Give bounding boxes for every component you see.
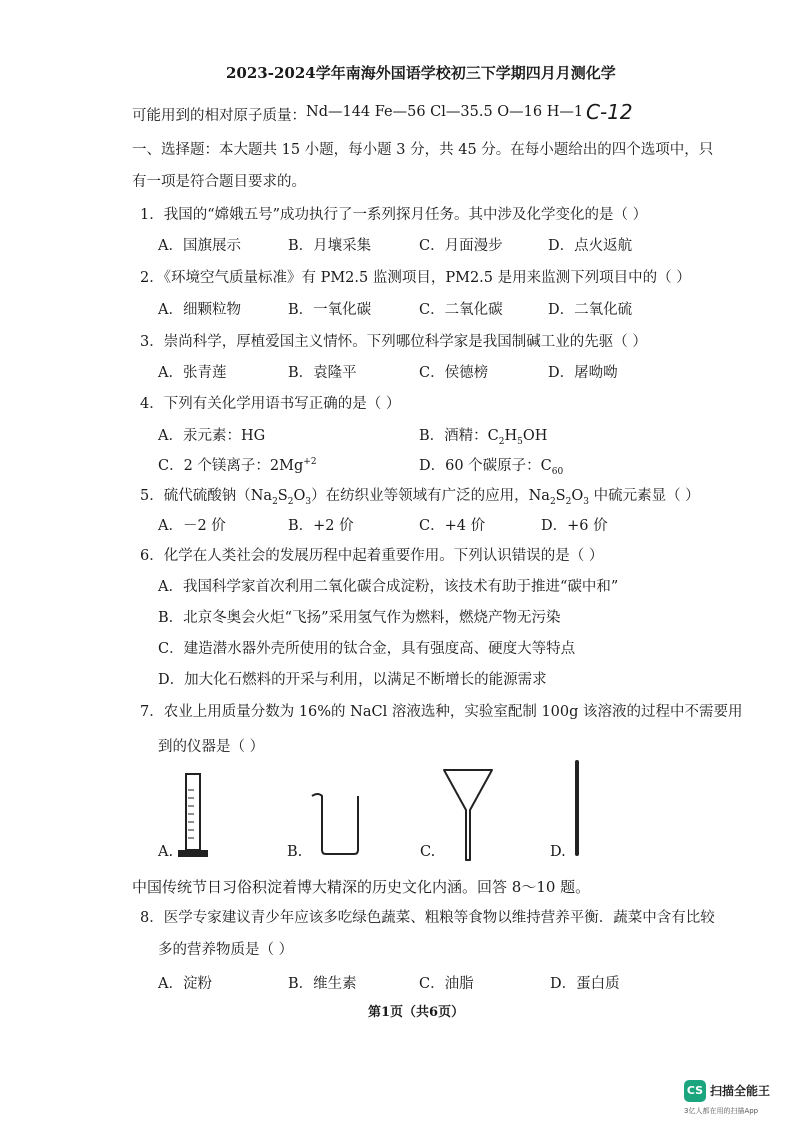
- question-8-option-c: C．油脂: [419, 976, 474, 992]
- question-5-option-a: A．－2 价: [158, 518, 226, 534]
- handwritten-note: C-12: [586, 100, 633, 124]
- question-7-label-b: B.: [287, 844, 303, 860]
- question-1-option-c: C．月面漫步: [419, 238, 503, 254]
- funnel-icon: [440, 764, 496, 864]
- scanner-app-name: 扫描全能王: [710, 1084, 771, 1098]
- atomic-mass-label: 可能用到的相对原子质量：: [132, 108, 306, 124]
- question-2-option-d: D．二氧化硫: [548, 302, 633, 318]
- question-6-option-c: C．建造潜水器外壳所使用的钛合金，具有强度高、硬度大等特点: [158, 641, 576, 657]
- question-3-option-b: B．袁隆平: [288, 365, 357, 381]
- question-6-option-a: A．我国科学家首次利用二氧化碳合成淀粉，该技术有助于推进“碳中和”: [158, 579, 619, 595]
- question-3-option-d: D．屠呦呦: [548, 365, 618, 381]
- question-4-option-b: B．酒精：$C_2H_5OH$: [419, 428, 548, 447]
- question-8-stem-cont: 多的营养物质是（ ）: [158, 942, 294, 958]
- question-7-label-c: C.: [420, 844, 436, 860]
- scanner-app-tagline: 3亿人都在用的扫描App: [684, 1107, 759, 1115]
- glass-rod-icon: [568, 758, 586, 858]
- scanner-watermark: [684, 1080, 788, 1118]
- question-8-option-b: B．维生素: [288, 976, 357, 992]
- question-6-option-d: D．加大化石燃料的开采与利用，以满足不断增长的能源需求: [158, 672, 547, 688]
- question-1-stem: 1．我国的“嫦娥五号”成功执行了一系列探月任务。其中涉及化学变化的是（ ）: [140, 207, 648, 223]
- question-1-option-b: B．月壤采集: [288, 238, 372, 254]
- question-2-stem: 2．《环境空气质量标准》有 PM2.5 监测项目，PM2.5 是用来监测下列项目中的（ ）: [140, 270, 691, 286]
- question-4-stem: 4．下列有关化学用语书写正确的是（ ）: [140, 396, 401, 412]
- question-8-stem: 8．医学专家建议青少年应该多吃绿色蔬菜、粗粮等食物以维持营养平衡．蔬菜中含有比较: [140, 910, 715, 926]
- question-1-option-d: D．点火返航: [548, 238, 633, 254]
- question-5-option-d: D．+6 价: [541, 518, 608, 534]
- question-3-option-a: A．张青莲: [158, 365, 227, 381]
- question-4-option-c: C．2 个镁离子：$2Mg^{+2}$: [158, 457, 317, 474]
- graduated-cylinder-icon: [176, 772, 212, 860]
- question-5-stem: 5．硫代硫酸钠$(Na_2S_2O_3)$在纺织业等领域有广泛的应用，$Na_2S_2O_3$ 中硫元素显（ ）: [140, 488, 700, 507]
- question-2-option-a: A．细颗粒物: [158, 302, 241, 318]
- question-7-label-d: D.: [550, 844, 566, 860]
- question-4-option-a: A．汞元素：HG: [158, 428, 266, 444]
- question-7-stem-cont: 到的仪器是（ ）: [158, 739, 265, 755]
- question-7-label-a: A.: [158, 844, 174, 860]
- question-5-option-b: B．+2 价: [288, 518, 354, 534]
- question-3-option-c: C．侯德榜: [419, 365, 489, 381]
- page-title: 2023-2024学年南海外国语学校初三下学期四月月测化学: [226, 64, 616, 82]
- section-1-instructions-cont: 有一项是符合题目要求的。: [132, 174, 306, 190]
- atomic-mass-values: Nd—144 Fe—56 Cl—35.5 O—16 H—1: [306, 104, 584, 120]
- question-5-option-c: C．+4 价: [419, 518, 486, 534]
- question-8-option-d: D．蛋白质: [550, 976, 620, 992]
- question-7-stem: 7．农业上用质量分数为 16%的 NaCl 溶液选种，实验室配制 100g 该溶液的过程中不需要用: [140, 704, 743, 720]
- questions-8-10-intro: 中国传统节日习俗积淀着博大精深的历史文化内涵。回答 8～10 题。: [132, 878, 591, 896]
- question-6-option-b: B．北京冬奥会火炬“飞扬”采用氢气作为燃料，燃烧产物无污染: [158, 610, 561, 626]
- page-number-footer: 第1页（共6页）: [368, 1005, 465, 1020]
- question-4-option-d: D．60 个碳原子：$C_{60}$: [419, 458, 564, 477]
- question-2-option-c: C．二氧化碳: [419, 302, 503, 318]
- question-1-option-a: A．国旗展示: [158, 238, 241, 254]
- section-1-instructions: 一、选择题：本大题共 15 小题，每小题 3 分，共 45 分。在每小题给出的四个选项中，只: [132, 142, 714, 158]
- question-6-stem: 6．化学在人类社会的发展历程中起着重要作用。下列认识错误的是（ ）: [140, 548, 604, 564]
- beaker-icon: [306, 790, 366, 858]
- camscanner-logo-icon: CS: [684, 1080, 706, 1102]
- question-3-stem: 3．崇尚科学，厚植爱国主义情怀。下列哪位科学家是我国制碱工业的先驱（ ）: [140, 334, 647, 350]
- question-2-option-b: B．一氧化碳: [288, 302, 372, 318]
- question-8-option-a: A．淀粉: [158, 976, 212, 992]
